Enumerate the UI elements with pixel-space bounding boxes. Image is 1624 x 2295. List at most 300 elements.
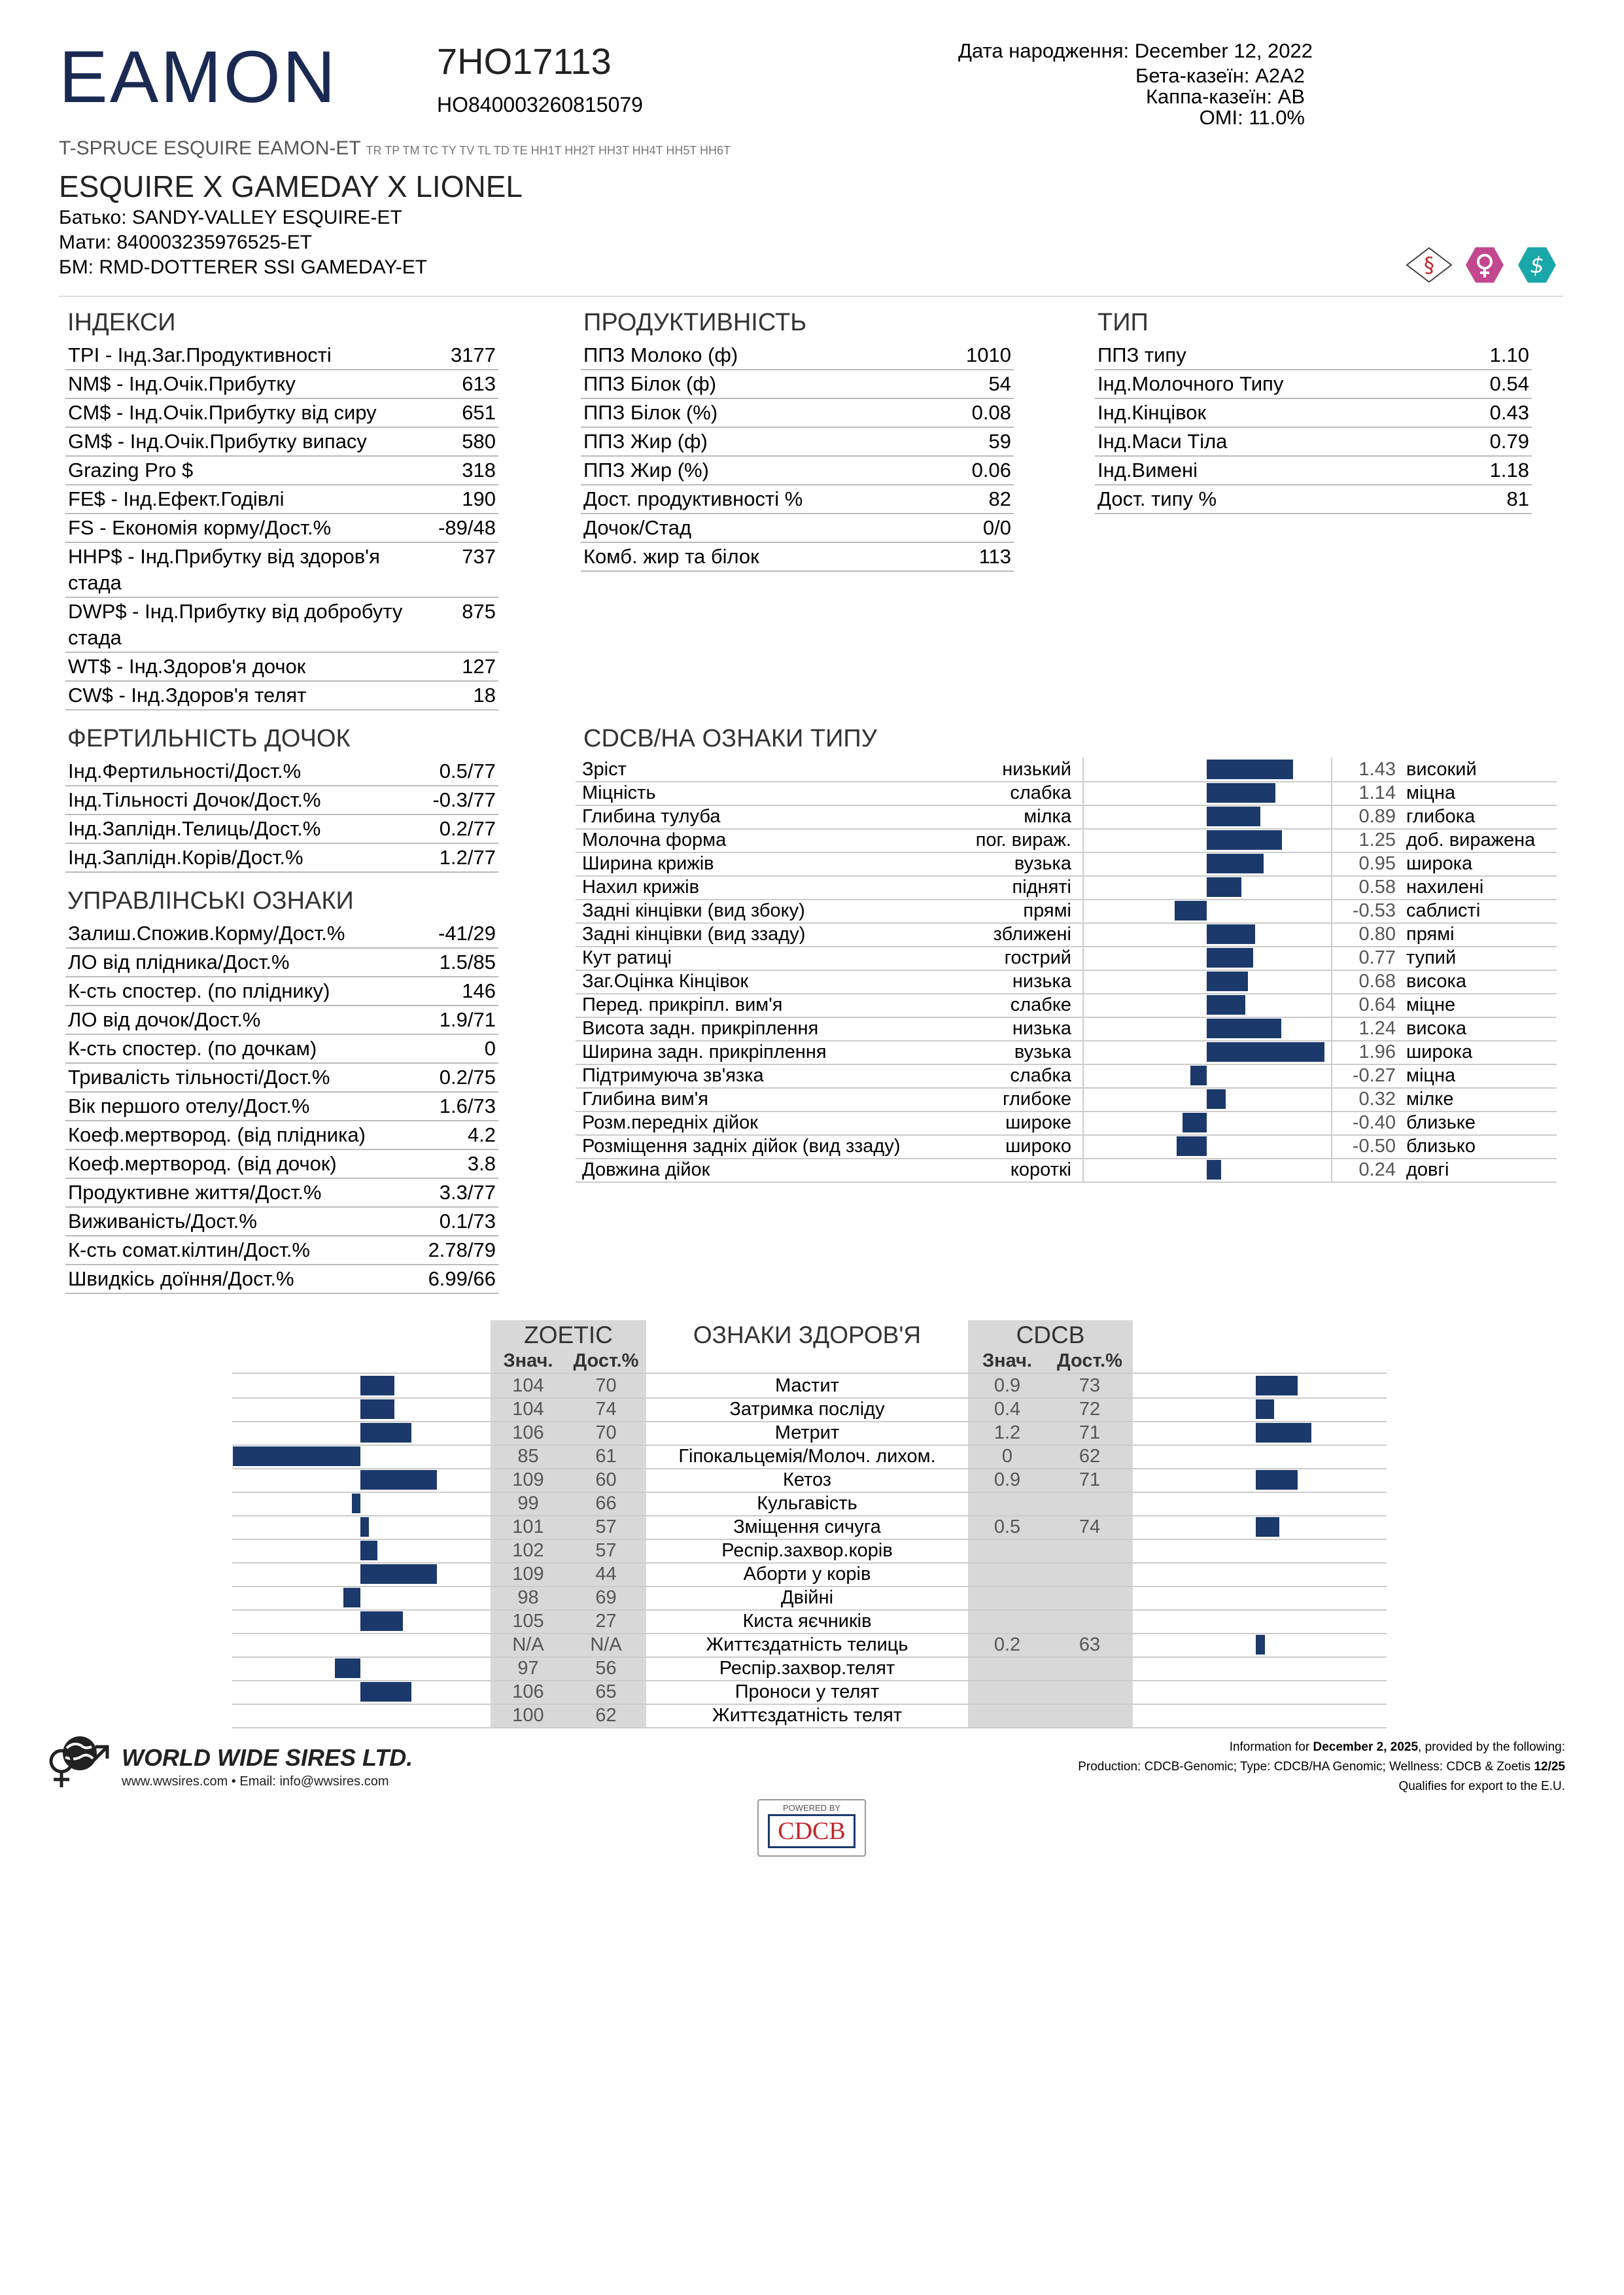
zoetis-value: 109 [512, 1564, 544, 1585]
linear-high-label: міцне [1406, 994, 1456, 1015]
zoetis-reliability: 70 [595, 1375, 617, 1396]
production-value: 0/0 [935, 514, 1014, 542]
linear-divider [1331, 1064, 1332, 1087]
linear-bar [1175, 901, 1207, 920]
linear-high-label: близьке [1406, 1112, 1476, 1133]
index-label: NM$ - Інд.Очік.Прибутку [65, 370, 436, 398]
linear-trait-label: Задні кінцівки (вид збоку) [582, 900, 805, 921]
cdcb-value: 0.5 [993, 1516, 1021, 1537]
zoetis-reliability: 69 [595, 1587, 617, 1608]
management-row [65, 920, 498, 948]
production-value: 59 [935, 427, 1014, 456]
health-row [232, 1704, 1387, 1728]
linear-divider [1331, 993, 1332, 1017]
zoetis-value: 105 [512, 1611, 544, 1632]
linear-low-label: вузька [1014, 853, 1071, 874]
cdcb-bar [1256, 1517, 1279, 1537]
management-row [65, 1149, 498, 1178]
health-row [232, 1539, 1387, 1564]
cdcb-value: 0.4 [993, 1399, 1021, 1420]
type-row [1095, 342, 1532, 370]
management-row [65, 1063, 498, 1092]
production-row [581, 427, 1014, 456]
production-label: ППЗ Білок (ф) [581, 370, 935, 398]
sire: Батько: SANDY-VALLEY ESQUIRE-ET [59, 207, 402, 228]
type-label: Інд.Молочного Типу [1095, 370, 1449, 398]
linear-trait-label: Ширина задн. прикріплення [582, 1042, 827, 1062]
type-row [1095, 456, 1532, 485]
linear-trait-label: Задні кінцівки (вид ззаду) [582, 924, 806, 945]
linear-low-label: широко [1005, 1136, 1071, 1157]
linear-divider [1082, 1040, 1084, 1064]
dam: Мати: 840003235976525-ET [59, 232, 313, 253]
management-value: 0.2/75 [415, 1063, 498, 1092]
index-row [65, 681, 498, 710]
linear-divider [1082, 875, 1084, 899]
zoetis-bar [360, 1423, 411, 1443]
health-trait-label: Гіпокальцемія/Молоч. лихом. [678, 1446, 936, 1467]
linear-high-label: глибока [1406, 806, 1476, 827]
fertility-row [65, 843, 498, 872]
zoetis-value: 109 [512, 1469, 544, 1490]
management-label: К-сть спостер. (по дочкам) [65, 1034, 415, 1063]
fertility-label: Інд.Тільності Дочок/Дост.% [65, 786, 407, 815]
type-value: 0.79 [1449, 427, 1532, 456]
health-row [232, 1680, 1387, 1705]
linear-high-label: висока [1406, 971, 1467, 992]
index-value: 318 [436, 456, 498, 485]
cdcb-bar [1256, 1635, 1265, 1655]
management-value: 1.9/71 [415, 1006, 498, 1034]
management-label: Тривалість тільності/Дост.% [65, 1063, 415, 1092]
index-value: 580 [436, 427, 498, 456]
linear-divider [1331, 875, 1332, 899]
index-row [65, 597, 498, 652]
cdcb-reliability: 72 [1079, 1399, 1101, 1420]
production-row [581, 370, 1014, 398]
management-value: 1.6/73 [415, 1092, 498, 1121]
management-value: 4.2 [415, 1121, 498, 1149]
linear-row [576, 1017, 1557, 1042]
linear-value: 0.95 [1358, 853, 1396, 874]
wws-logo [41, 1734, 119, 1796]
index-row [65, 652, 498, 681]
production-label: ППЗ Молоко (ф) [581, 342, 935, 370]
health-row [232, 1468, 1387, 1493]
zoetis-title: ZOETIC [524, 1322, 613, 1348]
bull-name: EAMON [59, 36, 337, 118]
zoetis-reliability: 61 [595, 1446, 617, 1467]
health-trait-label: Затримка посліду [729, 1399, 885, 1420]
linear-row [576, 970, 1557, 994]
cdcb-logo: CDCB [768, 1814, 855, 1848]
management-row [65, 1207, 498, 1236]
production-label: Комб. жир та білок [581, 542, 935, 571]
date-of-birth: Дата народження: December 12, 2022 [958, 39, 1313, 62]
zoetis-bar [360, 1682, 411, 1702]
zoetis-reliability: 57 [595, 1540, 617, 1561]
linear-bar [1207, 877, 1241, 897]
cdcb-rel-header: Дост.% [1057, 1350, 1122, 1371]
zoetis-reliability: 65 [595, 1681, 617, 1702]
linear-divider [1082, 922, 1084, 946]
management-label: К-сть спостер. (по пліднику) [65, 977, 415, 1006]
index-value: 3177 [436, 342, 498, 370]
type-row [1095, 398, 1532, 427]
company-contacts: www.wwsires.com • Email: info@wwsires.com [122, 1774, 389, 1789]
linear-low-label: мілка [1024, 806, 1071, 827]
index-row [65, 370, 498, 398]
zoetis-value: 100 [512, 1705, 544, 1726]
linear-high-label: саблисті [1406, 900, 1481, 921]
health-trait-label: Кетоз [782, 1469, 832, 1490]
omi: OMI: 11.0% [1199, 106, 1305, 129]
info-suffix: , provided by the following: [1418, 1740, 1565, 1754]
management-label: Коеф.мертвород. (від плідника) [65, 1121, 415, 1149]
linear-divider [1331, 805, 1332, 828]
management-row [65, 1092, 498, 1121]
linear-divider [1082, 805, 1084, 828]
type-label: ППЗ типу [1095, 342, 1449, 370]
linear-divider [1082, 1087, 1084, 1111]
health-subheader [232, 1349, 1387, 1374]
linear-divider [1331, 899, 1332, 922]
management-label: Коеф.мертвород. (від дочок) [65, 1149, 415, 1178]
zoetis-bar [360, 1611, 403, 1631]
management-row [65, 1034, 498, 1063]
linear-divider [1331, 781, 1332, 805]
linear-divider [1331, 1017, 1332, 1040]
linear-divider [1082, 1111, 1084, 1134]
index-label: GM$ - Інд.Очік.Прибутку випасу [65, 427, 436, 456]
index-label: DWP$ - Інд.Прибутку від добробуту стада [65, 597, 436, 652]
select-sires-logo-icon [1403, 245, 1566, 285]
health-row [232, 1492, 1387, 1516]
cdcb-value-header: Знач. [982, 1350, 1032, 1371]
linear-value: 1.14 [1358, 782, 1396, 803]
management-label: ЛО від плідника/Дост.% [65, 948, 415, 977]
linear-value: 1.96 [1358, 1042, 1396, 1062]
zoetis-value: N/A [512, 1634, 544, 1655]
index-row [65, 456, 498, 485]
zoetis-value: 98 [517, 1587, 539, 1608]
cdcb-bar [1256, 1376, 1298, 1395]
type-row [1095, 427, 1532, 456]
zoetis-bar [360, 1541, 377, 1560]
cdcb-bar [1256, 1423, 1311, 1443]
linear-trait-label: Заг.Оцінка Кінцівок [582, 971, 749, 992]
linear-divider [1331, 922, 1332, 946]
health-row [232, 1656, 1387, 1681]
zoetis-bar [360, 1470, 437, 1490]
linear-bar [1190, 1066, 1207, 1085]
cdcb-reliability: 63 [1079, 1634, 1101, 1655]
linear-high-label: нахилені [1406, 877, 1484, 898]
fertility-value: -0.3/77 [407, 786, 498, 815]
linear-value: -0.50 [1352, 1136, 1396, 1157]
linear-divider [1082, 852, 1084, 875]
linear-value: 0.89 [1358, 806, 1396, 827]
linear-high-label: висока [1406, 1018, 1467, 1039]
linear-title: CDCB/НА ОЗНАКИ ТИПУ [583, 725, 877, 752]
production-label: ППЗ Жир (%) [581, 456, 935, 485]
zoetis-bar [335, 1658, 360, 1678]
linear-trait-label: Зріст [582, 759, 627, 780]
fertility-label: Інд.Заплідн.Телиць/Дост.% [65, 815, 407, 843]
cdcb-bar [1256, 1399, 1274, 1419]
linear-low-label: низький [1002, 759, 1071, 780]
zoetis-bar [360, 1376, 394, 1395]
production-row [581, 485, 1014, 514]
fertility-row [65, 815, 498, 843]
index-row [65, 542, 498, 597]
management-value: 146 [415, 977, 498, 1006]
zoetis-value: 106 [512, 1422, 544, 1443]
linear-low-label: слабка [1010, 1065, 1071, 1086]
index-value: 127 [436, 652, 498, 681]
linear-bar [1207, 830, 1282, 850]
type-value: 0.43 [1449, 398, 1532, 427]
health-title: ОЗНАКИ ЗДОРОВ'Я [693, 1322, 922, 1348]
linear-bar [1183, 1113, 1207, 1132]
linear-low-label: слабка [1010, 782, 1071, 803]
fertility-row [65, 758, 498, 786]
linear-low-label: підняті [1012, 877, 1071, 898]
index-value: 190 [436, 485, 498, 514]
health-row [232, 1562, 1387, 1587]
fertility-value: 0.2/77 [407, 815, 498, 843]
health-row [232, 1397, 1387, 1422]
fertility-label: Інд.Заплідн.Корів/Дост.% [65, 843, 407, 872]
health-trait-label: Респір.захвор.корів [721, 1540, 893, 1561]
linear-trait-label: Перед. прикріпл. вим'я [582, 994, 783, 1015]
linear-high-label: міцна [1406, 782, 1456, 803]
production-table [581, 342, 1014, 572]
linear-value: 0.68 [1358, 971, 1396, 992]
management-value: 3.3/77 [415, 1178, 498, 1207]
linear-value: -0.40 [1352, 1112, 1396, 1133]
type-value: 0.54 [1449, 370, 1532, 398]
zoetis-value: 102 [512, 1540, 544, 1561]
linear-divider [1331, 970, 1332, 993]
zoetis-bar [360, 1399, 394, 1419]
health-trait-label: Життєздатність телиць [706, 1634, 908, 1655]
linear-divider [1082, 899, 1084, 922]
type-title: ТИП [1097, 309, 1149, 336]
production-value: 1010 [935, 342, 1014, 370]
zoetis-reliability: 74 [595, 1399, 617, 1420]
zoetis-reliability: 27 [595, 1611, 617, 1632]
cdcb-title: CDCB [1016, 1322, 1085, 1348]
health-trait-label: Киста яєчників [742, 1611, 872, 1632]
fertility-title: ФЕРТИЛЬНІСТЬ ДОЧОК [67, 725, 351, 752]
type-value: 81 [1449, 485, 1532, 514]
fertility-value: 0.5/77 [407, 758, 498, 786]
linear-bar [1207, 854, 1264, 873]
management-label: Продуктивне життя/Дост.% [65, 1178, 415, 1207]
index-row [65, 485, 498, 514]
health-trait-label: Метрит [774, 1422, 840, 1443]
production-label: Дост. продуктивності % [581, 485, 935, 514]
info-line-3: Qualifies for export to the E.U. [1398, 1779, 1565, 1793]
program-logos [1403, 245, 1566, 289]
linear-trait-label: Розміщення задніх дійок (вид ззаду) [582, 1136, 901, 1157]
fertility-value: 1.2/77 [407, 843, 498, 872]
zoetis-bar [360, 1517, 369, 1537]
full-name [59, 137, 731, 160]
type-label: Дост. типу % [1095, 485, 1449, 514]
linear-low-label: пог. вираж. [975, 830, 1071, 850]
cdcb-reliability: 74 [1079, 1516, 1101, 1537]
zoetis-value: 85 [517, 1446, 539, 1467]
health-row [232, 1633, 1387, 1658]
linear-divider [1331, 1158, 1332, 1182]
zoetis-value: 101 [512, 1516, 544, 1537]
info-line-2 [1078, 1760, 1565, 1774]
cdcb-reliability: 62 [1079, 1446, 1101, 1467]
linear-high-label: довгі [1406, 1159, 1449, 1180]
index-row [65, 514, 498, 542]
index-value: 613 [436, 370, 498, 398]
production-row [581, 342, 1014, 370]
management-value: 3.8 [415, 1149, 498, 1178]
cdcb-bar [1256, 1470, 1298, 1490]
powered-by-cdcb-badge [757, 1799, 866, 1857]
index-value: 651 [436, 398, 498, 427]
zoetis-value: 104 [512, 1399, 544, 1420]
linear-high-label: міцна [1406, 1065, 1456, 1086]
health-trait-label: Зміщення сичуга [733, 1516, 881, 1537]
zoetis-value: 106 [512, 1681, 544, 1702]
registration-id: HO840003260815079 [437, 93, 643, 116]
management-value: 0 [415, 1034, 498, 1063]
linear-bar [1207, 783, 1275, 803]
management-value: 6.99/66 [415, 1265, 498, 1293]
linear-row [576, 1134, 1557, 1159]
type-value: 1.10 [1449, 342, 1532, 370]
index-row [65, 398, 498, 427]
fertility-row [65, 786, 498, 815]
company-name: WORLD WIDE SIRES LTD. [122, 1744, 413, 1771]
health-trait-label: Мастит [775, 1375, 839, 1396]
linear-divider [1082, 946, 1084, 970]
linear-bar [1207, 995, 1245, 1015]
management-label: Залиш.Спожив.Корму/Дост.% [65, 920, 415, 948]
zoetis-bar [343, 1588, 360, 1607]
management-row [65, 1121, 498, 1149]
zoetis-reliability: N/A [590, 1634, 622, 1655]
management-label: Виживаність/Дост.% [65, 1207, 415, 1236]
type-row [1095, 485, 1532, 514]
linear-high-label: близько [1406, 1136, 1476, 1157]
linear-trait-label: Розм.передніх дійок [582, 1112, 758, 1133]
linear-trait-label: Довжина дійок [582, 1159, 710, 1180]
linear-divider [1082, 758, 1084, 781]
linear-value: 1.43 [1358, 759, 1396, 780]
zoetis-value: 97 [517, 1658, 539, 1679]
zoetis-bar [233, 1446, 360, 1466]
cdcb-value: 0.9 [993, 1375, 1021, 1396]
linear-value: 0.77 [1358, 947, 1396, 968]
linear-bar [1177, 1136, 1207, 1156]
index-label: WT$ - Інд.Здоров'я дочок [65, 652, 436, 681]
beta-casein: Бета-казеїн: A2A2 [1135, 64, 1305, 87]
fertility-table [65, 758, 498, 873]
linear-low-label: слабке [1010, 994, 1071, 1015]
index-label: TPI - Інд.Заг.Продуктивності [65, 342, 436, 370]
linear-divider [1082, 1017, 1084, 1040]
health-trait-label: Життєздатність телят [712, 1705, 903, 1726]
linear-value: 0.64 [1358, 994, 1396, 1015]
powered-by-label: POWERED BY [782, 1803, 841, 1813]
linear-row [576, 1040, 1557, 1065]
fertility-label: Інд.Фертильності/Дост.% [65, 758, 407, 786]
svg-text:$: $ [1530, 253, 1544, 279]
health-row [232, 1445, 1387, 1469]
management-value: 1.5/85 [415, 948, 498, 977]
index-label: CM$ - Інд.Очік.Прибутку від сиру [65, 398, 436, 427]
linear-divider [1082, 828, 1084, 852]
zoetis-reliability: 56 [595, 1658, 617, 1679]
linear-value: 0.24 [1358, 1159, 1396, 1180]
production-row [581, 542, 1014, 571]
linear-bar [1207, 1042, 1324, 1062]
svg-text:§: § [1424, 253, 1434, 277]
management-label: К-сть сомат.кілтин/Дост.% [65, 1236, 415, 1265]
info-date: December 2, 2025 [1313, 1740, 1419, 1754]
health-trait-label: Респір.захвор.телят [719, 1658, 895, 1679]
production-row [581, 456, 1014, 485]
linear-trait-label: Міцність [582, 782, 656, 803]
linear-bar [1207, 924, 1255, 944]
info-line-1 [1230, 1740, 1565, 1755]
management-label: ЛО від дочок/Дост.% [65, 1006, 415, 1034]
linear-row [576, 946, 1557, 971]
management-value: 2.78/79 [415, 1236, 498, 1265]
linear-value: 1.24 [1358, 1018, 1396, 1039]
linear-trait-label: Підтримуюча зв'язка [582, 1065, 764, 1086]
health-row [232, 1421, 1387, 1446]
type-value: 1.18 [1449, 456, 1532, 485]
linear-divider [1082, 781, 1084, 805]
linear-row [576, 805, 1557, 830]
management-title: УПРАВЛІНСЬКІ ОЗНАКИ [67, 887, 354, 915]
health-row [232, 1515, 1387, 1540]
zoetis-bar [360, 1564, 437, 1584]
management-row [65, 1265, 498, 1293]
zoetis-reliability: 60 [595, 1469, 617, 1490]
linear-trait-label: Молочна форма [582, 830, 727, 850]
linear-trait-label: Кут ратиці [582, 947, 672, 968]
management-table [65, 920, 498, 1294]
index-row [65, 427, 498, 456]
linear-bar [1207, 972, 1248, 991]
linear-row [576, 828, 1557, 853]
index-value: -89/48 [436, 514, 498, 542]
linear-low-label: короткі [1010, 1159, 1071, 1180]
cdcb-value: 1.2 [993, 1422, 1021, 1443]
management-label: Швидкісь доїння/Дост.% [65, 1265, 415, 1293]
type-label: Інд.Вимені [1095, 456, 1449, 485]
zoetis-value-header: Знач. [503, 1350, 553, 1371]
linear-bar [1207, 807, 1260, 826]
cdcb-value: 0 [1001, 1446, 1013, 1467]
index-label: Grazing Pro $ [65, 456, 436, 485]
index-label: FE$ - Інд.Ефект.Годівлі [65, 485, 436, 514]
linear-row [576, 1111, 1557, 1136]
linear-row [576, 758, 1557, 782]
production-value: 0.08 [935, 398, 1014, 427]
